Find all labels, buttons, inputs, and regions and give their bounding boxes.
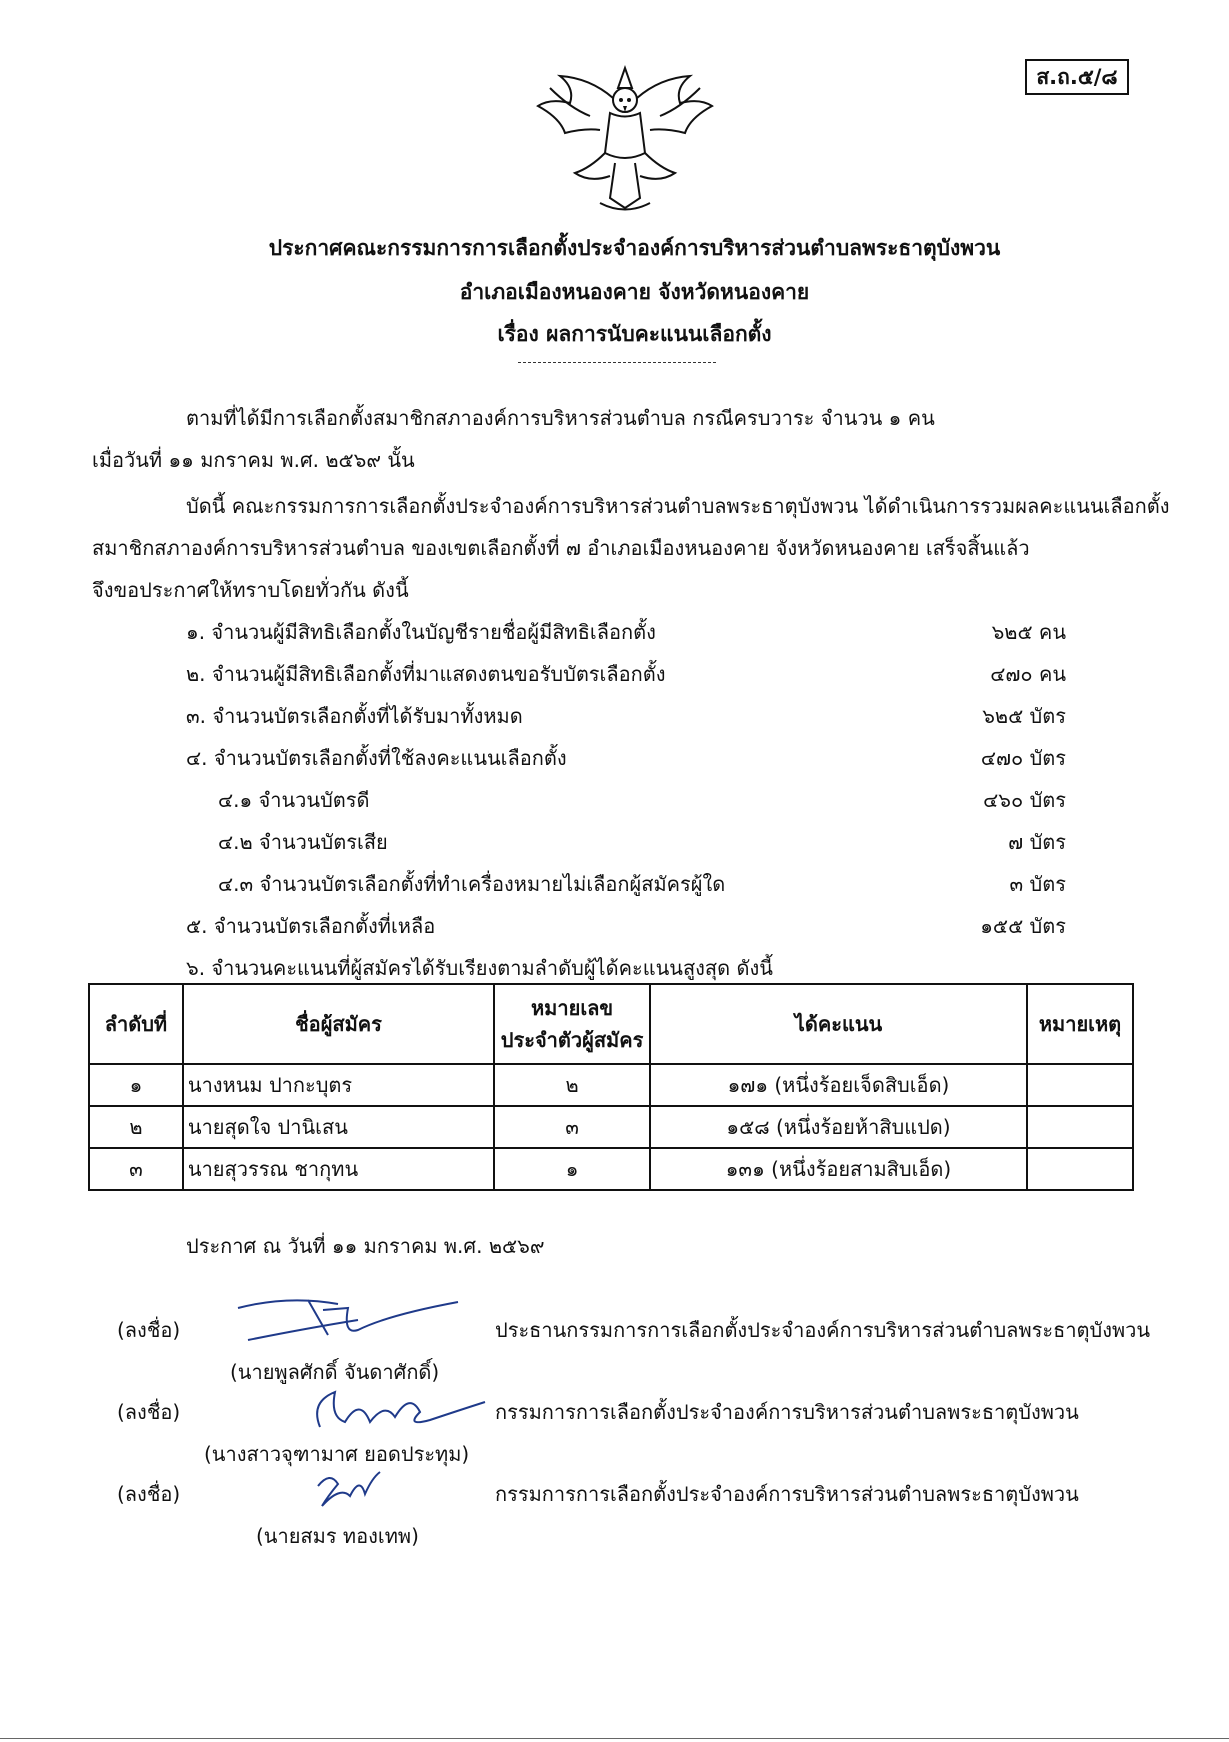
item-4-1-label: ๔.๑ จำนวนบัตรดี (218, 788, 370, 812)
signature-1-label: (ลงชื่อ) (117, 1318, 181, 1342)
signature-2-label: (ลงชื่อ) (117, 1400, 181, 1424)
item-4-3-label: ๔.๓ จำนวนบัตรเลือกตั้งที่ทำเครื่องหมายไม่เลือกผู้สมัครผู้ใด (218, 872, 726, 896)
item-4-2-label: ๔.๒ จำนวนบัตรเสีย (218, 830, 388, 854)
item-3-value: ๖๒๕ บัตร (982, 704, 1066, 728)
cell-name: นายสุดใจ ปานิเสน (183, 1106, 494, 1148)
table-row (89, 1106, 1133, 1148)
garuda-emblem-icon (530, 58, 720, 218)
cell-number: ๓ (494, 1106, 650, 1148)
cell-score: ๑๕๘ (หนึ่งร้อยห้าสิบแปด) (650, 1106, 1027, 1148)
item-1-value: ๖๒๕ คน (991, 620, 1066, 644)
item-3-label: ๓. จำนวนบัตรเลือกตั้งที่ได้รับมาทั้งหมด (186, 704, 523, 728)
page-bottom-edge (0, 1738, 1229, 1739)
results-table (88, 983, 1134, 1191)
header-score: ได้คะแนน (650, 984, 1027, 1064)
item-1-label: ๑. จำนวนผู้มีสิทธิเลือกตั้งในบัญชีรายชื่อผู้มีสิทธิเลือกตั้ง (186, 620, 656, 644)
item-4-1-value: ๔๖๐ บัตร (983, 788, 1066, 812)
cell-score: ๑๗๑ (หนึ่งร้อยเจ็ดสิบเอ็ด) (650, 1064, 1027, 1106)
cell-score: ๑๓๑ (หนึ่งร้อยสามสิบเอ็ด) (650, 1148, 1027, 1190)
cell-rank: ๓ (89, 1148, 183, 1190)
paragraph-1-line-2: เมื่อวันที่ ๑๑ มกราคม พ.ศ. ๒๕๖๙ นั้น (92, 448, 415, 472)
heading-location: อำเภอเมืองหนองคาย จังหวัดหนองคาย (459, 280, 810, 304)
item-4-2-value: ๗ บัตร (1008, 830, 1066, 854)
item-2-value: ๔๗๐ คน (990, 662, 1066, 686)
header-number-line-1: หมายเลข (531, 996, 614, 1020)
paragraph-2-line-3: จึงขอประกาศให้ทราบโดยทั่วกัน ดังนี้ (92, 578, 409, 602)
item-4-label: ๔. จำนวนบัตรเลือกตั้งที่ใช้ลงคะแนนเลือกตั้ง (186, 746, 567, 770)
signature-2-mark (290, 1382, 490, 1442)
signature-3-name: (นายสมร ทองเทพ) (256, 1524, 419, 1548)
paragraph-1-line-1: ตามที่ได้มีการเลือกตั้งสมาชิกสภาองค์การบริหารส่วนตำบล กรณีครบวาระ จำนวน ๑ คน (186, 406, 935, 430)
signature-3-mark (310, 1466, 390, 1516)
heading-divider (518, 362, 716, 363)
form-code-box: ส.ถ.๕/๘ (1025, 59, 1129, 95)
table-row (89, 1148, 1133, 1190)
item-6-label: ๖. จำนวนคะแนนที่ผู้สมัครได้รับเรียงตามลำดับผู้ได้คะแนนสูงสุด ดังนี้ (186, 956, 773, 980)
header-number-line-2: ประจำตัวผู้สมัคร (500, 1028, 644, 1052)
cell-number: ๑ (494, 1148, 650, 1190)
header-remark: หมายเหตุ (1027, 984, 1133, 1064)
cell-name: นางหนม ปากะบุตร (183, 1064, 494, 1106)
cell-rank: ๒ (89, 1106, 183, 1148)
table-row (89, 1064, 1133, 1106)
paragraph-2-line-1: บัดนี้ คณะกรรมการการเลือกตั้งประจำองค์การบริหารส่วนตำบลพระธาตุบังพวน ได้ดำเนินการรวมผลคะแนนเลือกตั้ง (186, 494, 1170, 518)
signature-2-role: กรรมการการเลือกตั้งประจำองค์การบริหารส่วนตำบลพระธาตุบังพวน (495, 1400, 1079, 1424)
cell-remark (1027, 1148, 1133, 1190)
table-header-row (89, 984, 1133, 1064)
signature-3-label: (ลงชื่อ) (117, 1482, 181, 1506)
cell-name: นายสุวรรณ ชากุทน (183, 1148, 494, 1190)
signature-2-name: (นางสาวจุฑามาศ ยอดประทุม) (204, 1442, 470, 1466)
item-2-label: ๒. จำนวนผู้มีสิทธิเลือกตั้งที่มาแสดงตนขอรับบัตรเลือกตั้ง (186, 662, 666, 686)
signature-1-name: (นายพูลศักดิ์ จันดาศักดิ์) (230, 1360, 440, 1384)
item-5-value: ๑๕๕ บัตร (980, 914, 1066, 938)
heading-title: ประกาศคณะกรรมการการเลือกตั้งประจำองค์การบริหารส่วนตำบลพระธาตุบังพวน (268, 236, 1001, 260)
cell-number: ๒ (494, 1064, 650, 1106)
cell-remark (1027, 1106, 1133, 1148)
item-4-3-value: ๓ บัตร (1009, 872, 1066, 896)
cell-rank: ๑ (89, 1064, 183, 1106)
cell-remark (1027, 1064, 1133, 1106)
signature-1-role: ประธานกรรมการการเลือกตั้งประจำองค์การบริหารส่วนตำบลพระธาตุบังพวน (495, 1318, 1151, 1342)
header-name: ชื่อผู้สมัคร (183, 984, 494, 1064)
item-5-label: ๕. จำนวนบัตรเลือกตั้งที่เหลือ (186, 914, 436, 938)
signature-1-mark (228, 1290, 468, 1350)
signature-3-role: กรรมการการเลือกตั้งประจำองค์การบริหารส่วนตำบลพระธาตุบังพวน (495, 1482, 1079, 1506)
paragraph-2-line-2: สมาชิกสภาองค์การบริหารส่วนตำบล ของเขตเลือกตั้งที่ ๗ อำเภอเมืองหนองคาย จังหวัดหนองคาย เสร็จสิ้นแล้ว (92, 536, 1030, 560)
announce-date: ประกาศ ณ วันที่ ๑๑ มกราคม พ.ศ. ๒๕๖๙ (186, 1234, 545, 1258)
header-rank: ลำดับที่ (89, 984, 183, 1064)
item-4-value: ๔๗๐ บัตร (980, 746, 1066, 770)
heading-subject: เรื่อง ผลการนับคะแนนเลือกตั้ง (497, 322, 772, 346)
header-number (494, 984, 650, 1064)
